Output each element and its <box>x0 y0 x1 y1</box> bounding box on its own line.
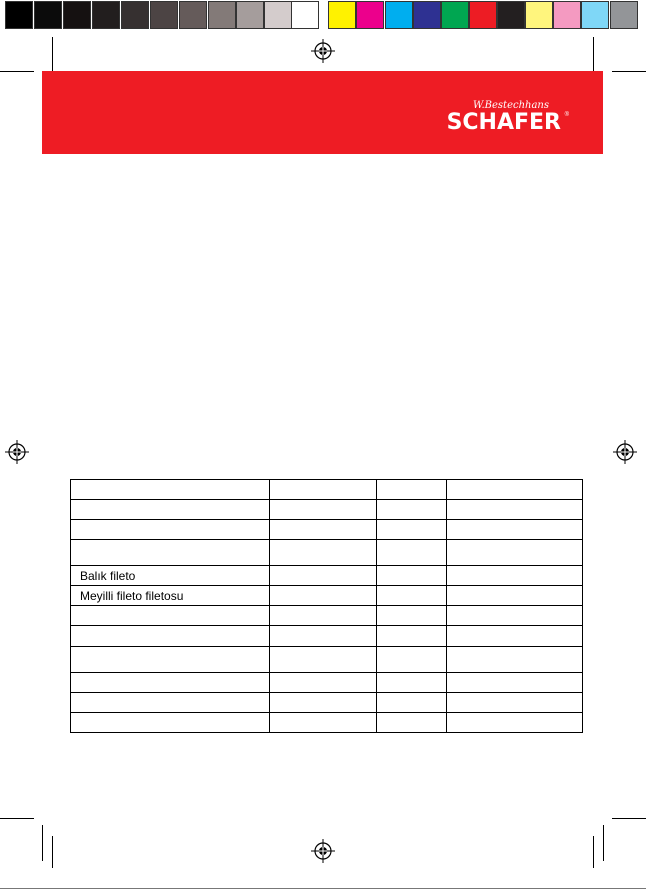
table-cell <box>71 520 270 540</box>
table-cell <box>71 606 270 626</box>
table-cell <box>447 566 583 586</box>
color-swatch <box>469 1 497 29</box>
table-cell <box>447 713 583 733</box>
registration-mark-right <box>612 439 638 465</box>
color-swatch <box>208 1 236 29</box>
brand-logo <box>446 100 569 135</box>
table-row <box>71 520 583 540</box>
color-swatch <box>92 1 120 29</box>
color-swatch <box>610 1 638 29</box>
table-cell <box>270 566 377 586</box>
table-cell <box>447 480 583 500</box>
table-cell <box>270 626 377 647</box>
table-cell <box>71 673 270 693</box>
table-cell <box>270 586 377 606</box>
table-cell <box>377 540 447 566</box>
color-swatch <box>236 1 264 29</box>
table-row <box>71 647 583 673</box>
table-cell <box>377 520 447 540</box>
table-row <box>71 500 583 520</box>
registration-mark-bottom <box>310 838 336 864</box>
table-cell <box>377 713 447 733</box>
color-swatch <box>291 1 319 29</box>
table-cell <box>71 500 270 520</box>
table-cell <box>447 520 583 540</box>
color-swatch <box>553 1 581 29</box>
table-cell <box>71 647 270 673</box>
table-cell: Balık fileto <box>71 566 270 586</box>
table-cell <box>270 480 377 500</box>
table-cell <box>270 647 377 673</box>
table-cell <box>377 673 447 693</box>
color-swatch <box>34 1 62 29</box>
table-cell <box>447 693 583 713</box>
table-cell <box>377 647 447 673</box>
table-cell <box>447 647 583 673</box>
table-cell <box>270 606 377 626</box>
registration-mark-left <box>4 439 30 465</box>
table-cell <box>270 693 377 713</box>
table-row <box>71 480 583 500</box>
color-swatch <box>150 1 178 29</box>
table-row <box>71 693 583 713</box>
color-swatch <box>5 1 33 29</box>
table-cell <box>377 586 447 606</box>
color-swatch <box>497 1 525 29</box>
table-cell <box>71 480 270 500</box>
table-cell <box>71 626 270 647</box>
table-cell <box>377 606 447 626</box>
table-row <box>71 586 583 606</box>
logo-script-text: W.Bestechhans <box>472 100 549 111</box>
color-swatch <box>121 1 149 29</box>
table-cell <box>377 693 447 713</box>
table-cell <box>270 500 377 520</box>
table-row <box>71 566 583 586</box>
registered-mark: ® <box>564 112 569 118</box>
table-cell <box>71 540 270 566</box>
table-cell <box>447 626 583 647</box>
table-row <box>71 606 583 626</box>
table-row <box>71 626 583 647</box>
color-swatch <box>179 1 207 29</box>
table-cell <box>447 500 583 520</box>
table-cell <box>270 713 377 733</box>
table-cell <box>447 673 583 693</box>
logo-wordmark: SCHAFER <box>446 110 561 135</box>
table-cell: Meyilli fileto filetosu <box>71 586 270 606</box>
table-cell <box>377 566 447 586</box>
table-cell <box>270 540 377 566</box>
table-row <box>71 713 583 733</box>
color-swatch <box>356 1 384 29</box>
table-row <box>71 540 583 566</box>
color-calibration-strip <box>0 0 646 30</box>
header-band <box>42 71 603 154</box>
color-swatch <box>413 1 441 29</box>
table-cell <box>447 586 583 606</box>
table-cell <box>447 606 583 626</box>
table-cell <box>71 713 270 733</box>
table-cell <box>270 673 377 693</box>
color-swatch <box>328 1 356 29</box>
table-cell <box>270 520 377 540</box>
registration-mark-top <box>310 38 336 64</box>
table-cell <box>447 540 583 566</box>
table-row <box>71 673 583 693</box>
color-swatch <box>525 1 553 29</box>
table-cell <box>377 626 447 647</box>
color-swatch <box>264 1 292 29</box>
color-swatch <box>63 1 91 29</box>
color-swatch <box>441 1 469 29</box>
table-cell <box>377 500 447 520</box>
data-table <box>70 479 583 733</box>
table-cell <box>377 480 447 500</box>
color-swatch <box>581 1 609 29</box>
table-cell <box>71 693 270 713</box>
color-swatch <box>385 1 413 29</box>
